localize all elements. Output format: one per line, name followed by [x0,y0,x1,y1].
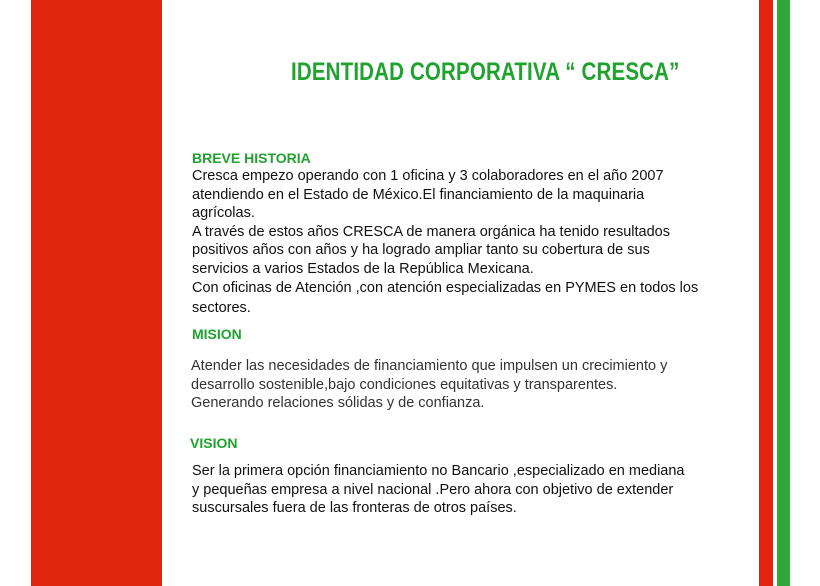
mision-line: Generando relaciones sólidas y de confianza. [191,395,485,411]
right-red-stripe [759,0,773,586]
vision-line: suscursales fuera de las fronteras de otros países. [192,500,517,516]
historia-line: positivos años con años y ha logrado ampliar tanto su cobertura de sus [192,242,650,258]
historia-line: Cresca empezo operando con 1 oficina y 3 colaboradores en el año 2007 [192,168,664,184]
mision-heading: MISION [192,326,242,342]
left-red-band [31,0,162,586]
historia-line: agrícolas. [192,205,255,221]
historia-heading: BREVE HISTORIA [192,150,311,166]
historia-line: sectores. [192,299,251,316]
mision-text [191,357,667,413]
mision-line: Atender las necesidades de financiamiento que impulsen un crecimiento y [191,358,668,374]
vision-heading: VISION [190,435,238,451]
vision-line: Ser la primera opción financiamiento no Bancario ,especializado en mediana [192,463,685,479]
page-title: IDENTIDAD CORPORATIVA “ CRESCA” [291,58,680,86]
vision-line: y pequeñas empresa a nivel nacional .Pero ahora con objetivo de extender [192,481,674,498]
historia-line: Con oficinas de Atención ,con atención especializadas en PYMES en todos los [192,280,699,296]
historia-line: servicios a varios Estados de la República Mexicana. [192,260,534,277]
historia-line: atendiendo en el Estado de México.El financiamiento de la maquinaria [192,186,645,203]
mision-line: desarrollo sostenible,bajo condiciones equitativas y transparentes. [191,376,618,393]
historia-line: A través de estos años CRESCA de manera orgánica ha tenido resultados [192,223,670,240]
right-green-stripe [777,0,790,586]
historia-text [192,167,698,317]
vision-text [192,462,684,518]
